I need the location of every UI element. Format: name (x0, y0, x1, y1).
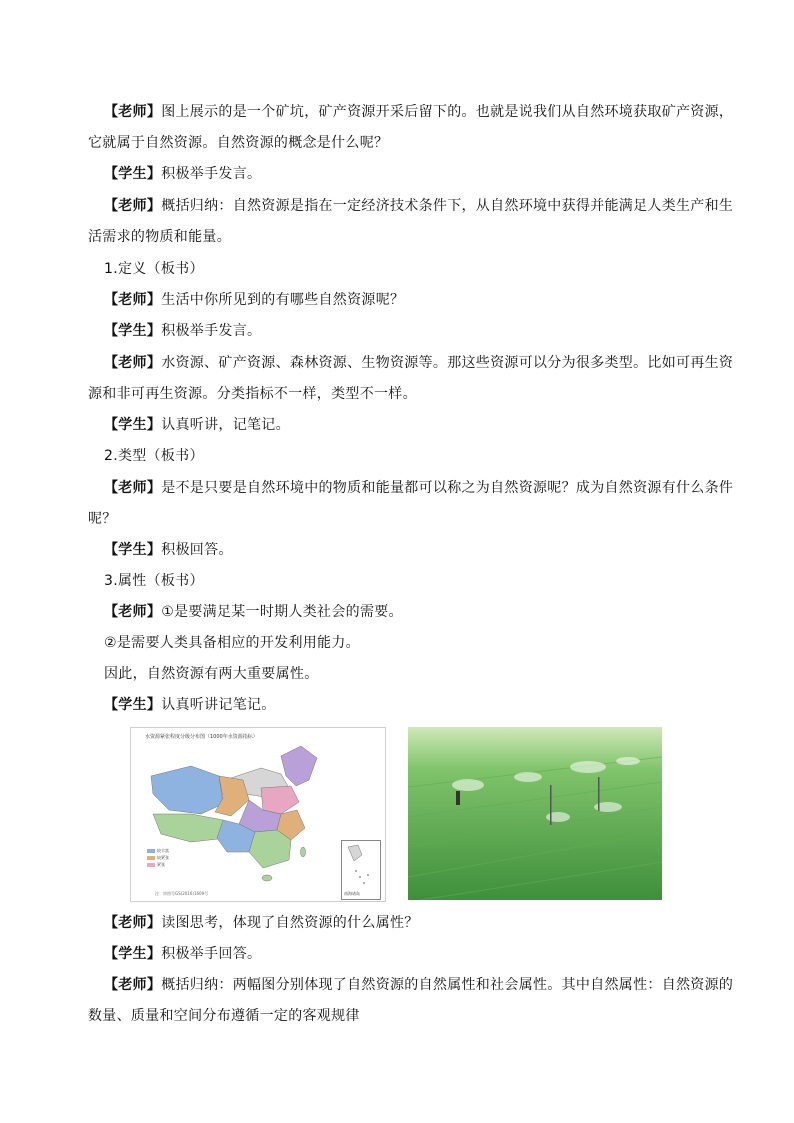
paragraph-line (104, 975, 733, 995)
paragraph-text: ①是要满足某一时期人类社会的需要。 (161, 604, 403, 620)
paragraph-line (104, 664, 319, 684)
speaker-tag: 【老师】 (104, 355, 162, 371)
map-title: 水资源紧张程度分级分布图（1000年水资源指标） (145, 734, 258, 740)
paragraph-text: 数量、质量和空间分布遵循一定的客观规律 (88, 1008, 360, 1024)
section-heading (104, 446, 204, 466)
paragraph-text: 源和非可再生资源。分类指标不一样，类型不一样。 (88, 386, 417, 402)
paragraph-line (104, 321, 261, 341)
paragraph-line (104, 540, 233, 560)
speaker-tag: 【老师】 (104, 198, 162, 214)
inset-label: 南海诸岛 (344, 891, 360, 896)
section-heading (104, 571, 204, 591)
section-heading (104, 259, 204, 279)
paragraph-text: 积极举手发言。 (161, 323, 262, 339)
paragraph-text: 读图思考，体现了自然资源的什么属性？ (161, 915, 419, 931)
paragraph-text: 积极举手回答。 (161, 946, 262, 962)
speaker-tag: 【老师】 (104, 977, 162, 993)
paragraph-text: 它就属于自然资源。自然资源的概念是什么呢？ (88, 135, 389, 151)
paragraph-text: 概括归纳：两幅图分别体现了自然资源的自然属性和社会属性。其中自然属性：自然资源的 (161, 977, 734, 993)
paragraph-line (88, 509, 117, 529)
paragraph-line (104, 102, 733, 122)
speaker-tag: 【老师】 (104, 915, 162, 931)
paragraph-text: 水资源、矿产资源、森林资源、生物资源等。那这些资源可以分为很多类型。比如可再生资 (161, 355, 734, 371)
paragraph-line (104, 415, 290, 435)
speaker-tag: 【老师】 (104, 604, 162, 620)
paragraph-text: 2.类型（板书） (104, 448, 204, 464)
paragraph-line (104, 290, 404, 310)
paragraph-text: 因此，自然资源有两大重要属性。 (104, 666, 319, 682)
speaker-tag: 【学生】 (104, 417, 162, 433)
map-legend-item: 较丰富 (147, 848, 169, 853)
paragraph-text: 积极回答。 (161, 542, 233, 558)
speaker-tag: 【学生】 (104, 697, 162, 713)
paragraph-line (104, 913, 419, 933)
paragraph-line (104, 944, 261, 964)
water-resource-map-figure (130, 727, 386, 902)
speaker-tag: 【老师】 (104, 292, 162, 308)
speaker-tag: 【学生】 (104, 946, 162, 962)
paragraph-text: 图上展示的是一个矿坑，矿产资源开采后留下的。也就是说我们从自然环境获取矿产资源， (161, 104, 734, 120)
map-legend-item: 紧张 (147, 862, 165, 867)
irrigation-field-photo (408, 727, 662, 900)
paragraph-line (88, 384, 417, 404)
paragraph-line (104, 633, 360, 653)
paragraph-line (104, 478, 733, 498)
speaker-tag: 【学生】 (104, 323, 162, 339)
paragraph-text: 认真听讲记笔记。 (161, 697, 276, 713)
field-photo-graphic (408, 727, 662, 900)
paragraph-text: 3.属性（板书） (104, 573, 204, 589)
speaker-tag: 【老师】 (104, 104, 162, 120)
speaker-tag: 【老师】 (104, 480, 162, 496)
paragraph-text: ②是需要人类具备相应的开发利用能力。 (104, 635, 360, 651)
paragraph-line (104, 196, 733, 216)
paragraph-text: 活需求的物质和能量。 (88, 229, 231, 245)
paragraph-line (88, 1006, 360, 1026)
map-legend-item: 较紧张 (147, 855, 169, 860)
paragraph-line (104, 602, 403, 622)
south-china-sea-inset (341, 840, 381, 900)
map-source-note: 注：审图号GS(2016)1609号 (155, 891, 209, 896)
paragraph-text: 1.定义（板书） (104, 261, 204, 277)
paragraph-text: 呢？ (88, 511, 117, 527)
speaker-tag: 【学生】 (104, 166, 162, 182)
paragraph-text: 认真听讲，记笔记。 (161, 417, 290, 433)
paragraph-line (88, 227, 231, 247)
paragraph-line (104, 164, 261, 184)
speaker-tag: 【学生】 (104, 542, 162, 558)
paragraph-text: 积极举手发言。 (161, 166, 262, 182)
paragraph-text: 生活中你所见到的有哪些自然资源呢？ (161, 292, 405, 308)
paragraph-line (88, 133, 388, 153)
paragraph-text: 概括归纳：自然资源是指在一定经济技术条件下，从自然环境中获得并能满足人类生产和生 (161, 198, 734, 214)
paragraph-line (104, 353, 733, 373)
paragraph-text: 是不是只要是自然环境中的物质和能量都可以称之为自然资源呢？成为自然资源有什么条件 (161, 480, 734, 496)
paragraph-line (104, 695, 276, 715)
